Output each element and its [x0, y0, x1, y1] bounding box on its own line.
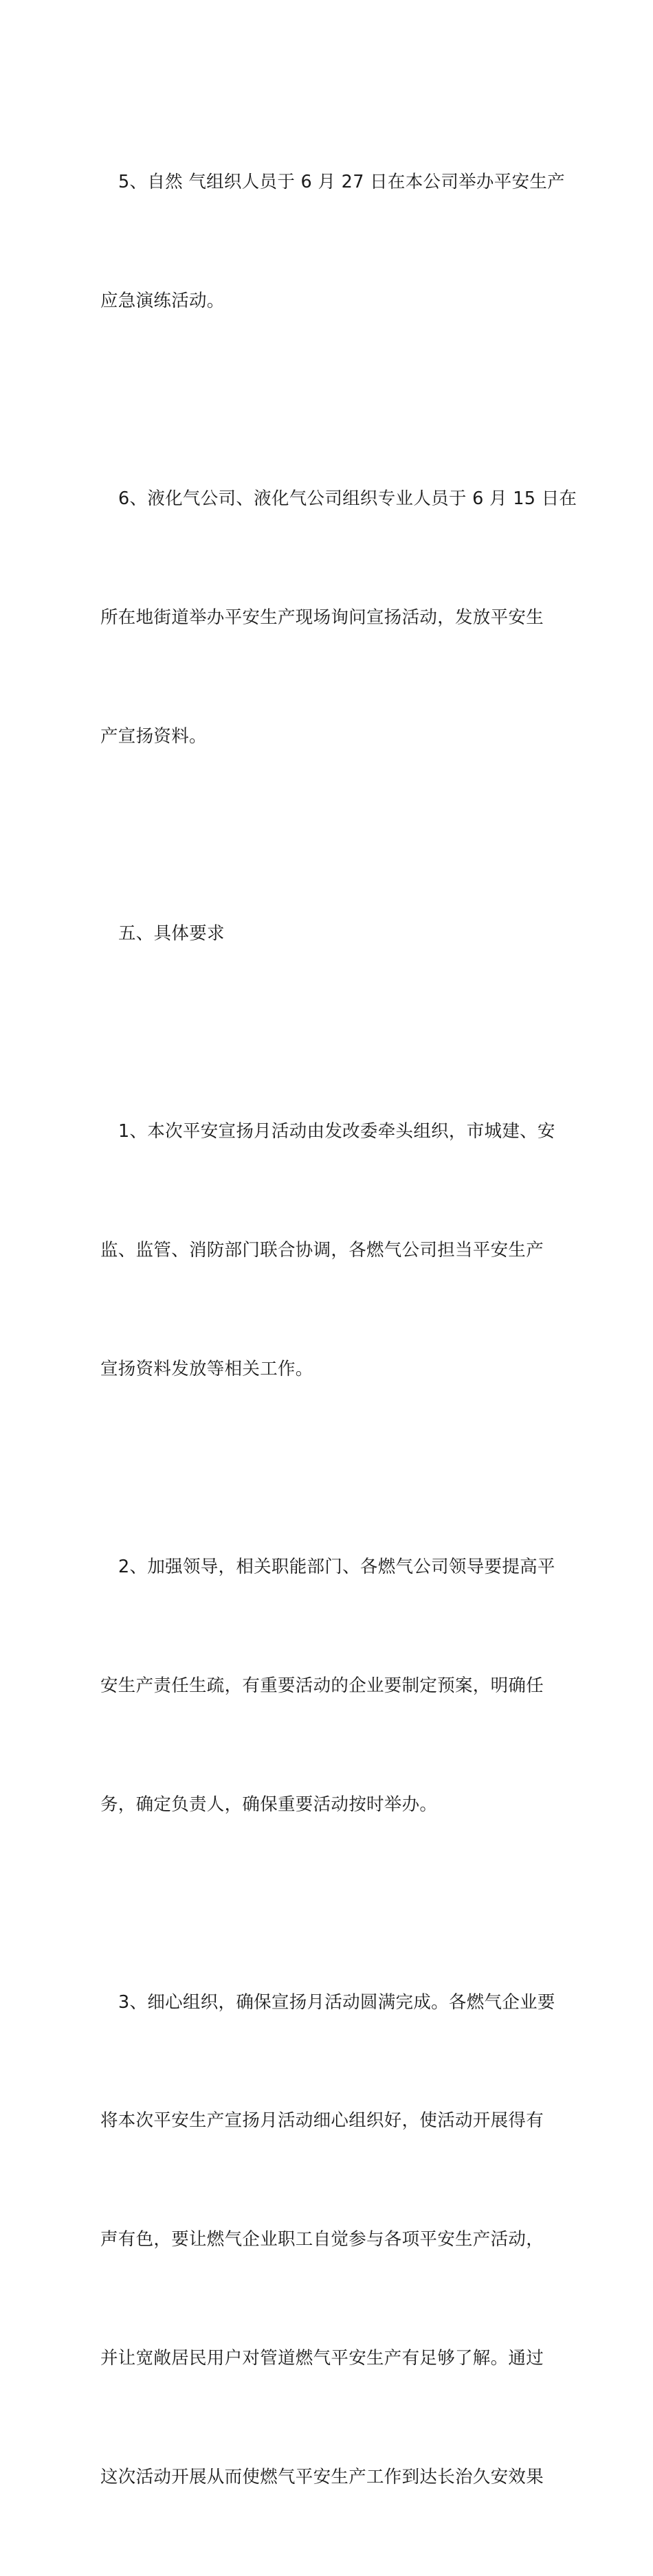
text-line: 2、加强领导，相关职能部门、各燃气公司领导要提高平	[118, 1556, 555, 1577]
text-line: 1、本次平安宣扬月活动由发改委牵头组织，市城建、安	[118, 1121, 555, 1142]
section-heading-requirements	[100, 835, 554, 1033]
paragraph-item-5	[100, 84, 565, 400]
text-line: 宣扬资料发放等相关工作。	[100, 1359, 313, 1379]
text-line: 务，确定负责人，确保重要活动按时举办。	[100, 1794, 438, 1815]
paragraph-requirement-3	[100, 1903, 554, 2576]
text-line: 5、自然 气组织人员于 6 月 27 日在本公司举办平安生产	[118, 172, 565, 193]
text-line: 这次活动开展从而使燃气平安生产工作到达长治久安效果	[100, 2466, 544, 2487]
paragraph-requirement-2	[100, 1469, 554, 1904]
text-line: 安生产责任生疏，有重要活动的企业要制定预案，明确任	[100, 1675, 544, 1696]
paragraph-item-6	[100, 400, 577, 836]
heading-line: 五、具体要求	[118, 923, 225, 945]
text-line: 将本次平安生产宣扬月活动细心组织好，使活动开展得有	[100, 2110, 544, 2132]
text-line: 3、细心组织，确保宣扬月活动圆满完成。各燃气企业要	[118, 1991, 555, 2013]
text-line: 6、液化气公司、液化气公司组织专业人员于 6 月 15 日在	[118, 488, 577, 509]
document-body	[100, 84, 577, 2576]
paragraph-requirement-1	[100, 1033, 554, 1469]
text-line: 声有色，要让燃气企业职工自觉参与各项平安生产活动，	[100, 2229, 544, 2250]
text-line: 监、监管、消防部门联合协调，各燃气公司担当平安生产	[100, 1240, 544, 1261]
text-line: 产宣扬资料。	[100, 725, 207, 747]
text-line: 应急演练活动。	[100, 290, 225, 311]
text-line: 所在地街道举办平安生产现场询问宣扬活动，发放平安生	[100, 607, 544, 628]
text-line: 并让宽敞居民用户对管道燃气平安生产有足够了解。通过	[100, 2347, 544, 2369]
